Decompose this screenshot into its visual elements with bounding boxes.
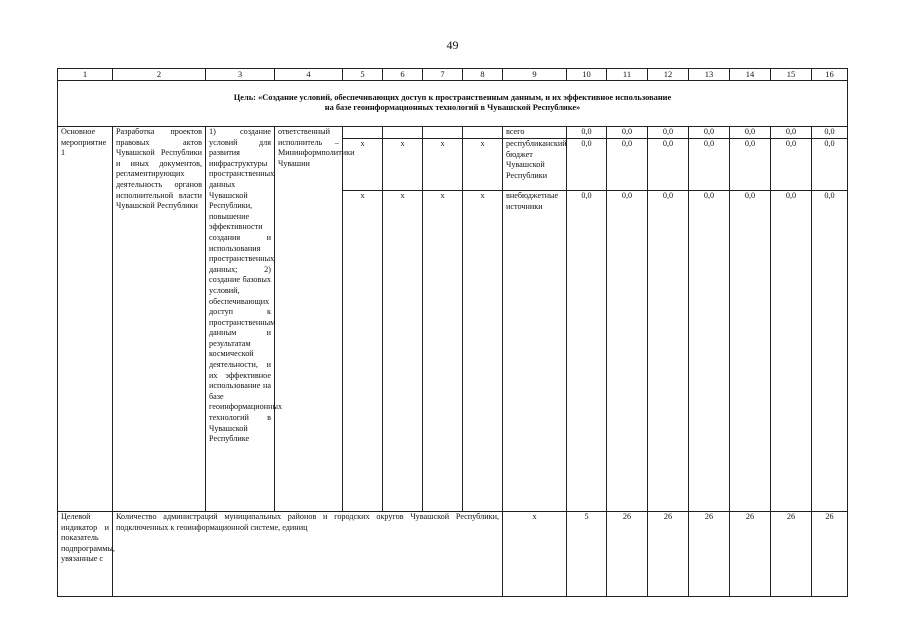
value-cell: 0,0	[730, 139, 771, 191]
code-cell: x	[343, 139, 383, 191]
col-number: 3	[206, 69, 275, 81]
indicator-value: 26	[730, 512, 771, 597]
value-cell: 0,0	[812, 127, 848, 139]
code-cell: x	[343, 191, 383, 512]
col-number: 11	[607, 69, 648, 81]
col-number: 9	[503, 69, 567, 81]
indicator-value: 26	[689, 512, 730, 597]
value-cell: 0,0	[771, 127, 812, 139]
value-cell: 0,0	[607, 127, 648, 139]
col-number: 16	[812, 69, 848, 81]
col-number: 7	[423, 69, 463, 81]
funding-source: всего	[503, 127, 567, 139]
col-number: 10	[567, 69, 607, 81]
indicator-text: Количество администраций муниципальных районов и городских округов Чувашской Республики, подключенных к геоинформационной системе, единиц	[113, 512, 503, 597]
value-cell: 0,0	[771, 139, 812, 191]
col-number: 2	[113, 69, 206, 81]
goal-heading	[58, 81, 848, 124]
program-table	[57, 68, 848, 597]
col-number: 14	[730, 69, 771, 81]
indicator-label: Целевой индикатор и показатель подпрограммы, увязанные с	[58, 512, 113, 597]
value-cell: 0,0	[812, 139, 848, 191]
code-cell	[343, 127, 383, 139]
code-cell: x	[463, 191, 503, 512]
value-cell: 0,0	[648, 127, 689, 139]
value-cell: 0,0	[567, 127, 607, 139]
value-cell: 0,0	[567, 191, 607, 512]
measure-executor: ответственный исполнитель – Мининформполитики Чувашии	[275, 127, 343, 512]
code-cell	[383, 127, 423, 139]
code-cell	[423, 127, 463, 139]
value-cell: 0,0	[730, 127, 771, 139]
col-number: 4	[275, 69, 343, 81]
value-cell: 0,0	[648, 139, 689, 191]
value-cell: 0,0	[771, 191, 812, 512]
measure-tasks: 1) создание условий для развития инфраструктуры пространственных данных Чувашской Республики, повышение эффективности создания и использования пространственных данных; 2) создание базовых условий, обеспечивающих доступ к пространственным данным и результатам космической деятельности, и их эффективное использование на базе геоинформационных технологий в Чувашской Республике	[206, 127, 275, 512]
col-number: 12	[648, 69, 689, 81]
indicator-value: 26	[771, 512, 812, 597]
value-cell: 0,0	[812, 191, 848, 512]
indicator-row	[58, 512, 848, 597]
value-cell: 0,0	[689, 127, 730, 139]
col-number: 13	[689, 69, 730, 81]
goal-row	[58, 81, 848, 124]
indicator-value: 26	[648, 512, 689, 597]
code-cell: x	[423, 139, 463, 191]
indicator-value: 5	[567, 512, 607, 597]
indicator-value: 26	[812, 512, 848, 597]
page-number: 49	[446, 38, 459, 52]
measure-name: Разработка проектов правовых актов Чувашской Республики и иных документов, регламентирующих деятельность органов исполнительной власти Чувашской Республики	[113, 127, 206, 512]
code-cell: x	[463, 139, 503, 191]
col-number: 1	[58, 69, 113, 81]
indicator-mark: x	[503, 512, 567, 597]
col-number: 15	[771, 69, 812, 81]
col-number: 8	[463, 69, 503, 81]
indicator-value: 26	[607, 512, 648, 597]
value-cell: 0,0	[567, 139, 607, 191]
measure-label: Основное мероприятие 1	[58, 127, 113, 512]
value-cell: 0,0	[607, 139, 648, 191]
code-cell: x	[383, 191, 423, 512]
value-cell: 0,0	[607, 191, 648, 512]
code-cell: x	[423, 191, 463, 512]
measure-row-total	[58, 127, 848, 139]
goal-line-2: на базе геоинформационных технологий в Чувашской Республике»	[324, 103, 581, 112]
funding-source: внебюджетные источники	[503, 191, 567, 512]
code-cell: x	[383, 139, 423, 191]
col-number: 6	[383, 69, 423, 81]
value-cell: 0,0	[689, 191, 730, 512]
value-cell: 0,0	[730, 191, 771, 512]
column-number-row	[58, 69, 848, 81]
code-cell	[463, 127, 503, 139]
col-number: 5	[343, 69, 383, 81]
value-cell: 0,0	[648, 191, 689, 512]
funding-source: республиканский бюджет Чувашской Республики	[503, 139, 567, 191]
value-cell: 0,0	[689, 139, 730, 191]
goal-line-1: Цель: «Создание условий, обеспечивающих доступ к пространственным данным, и их эффективное использование	[233, 93, 672, 102]
